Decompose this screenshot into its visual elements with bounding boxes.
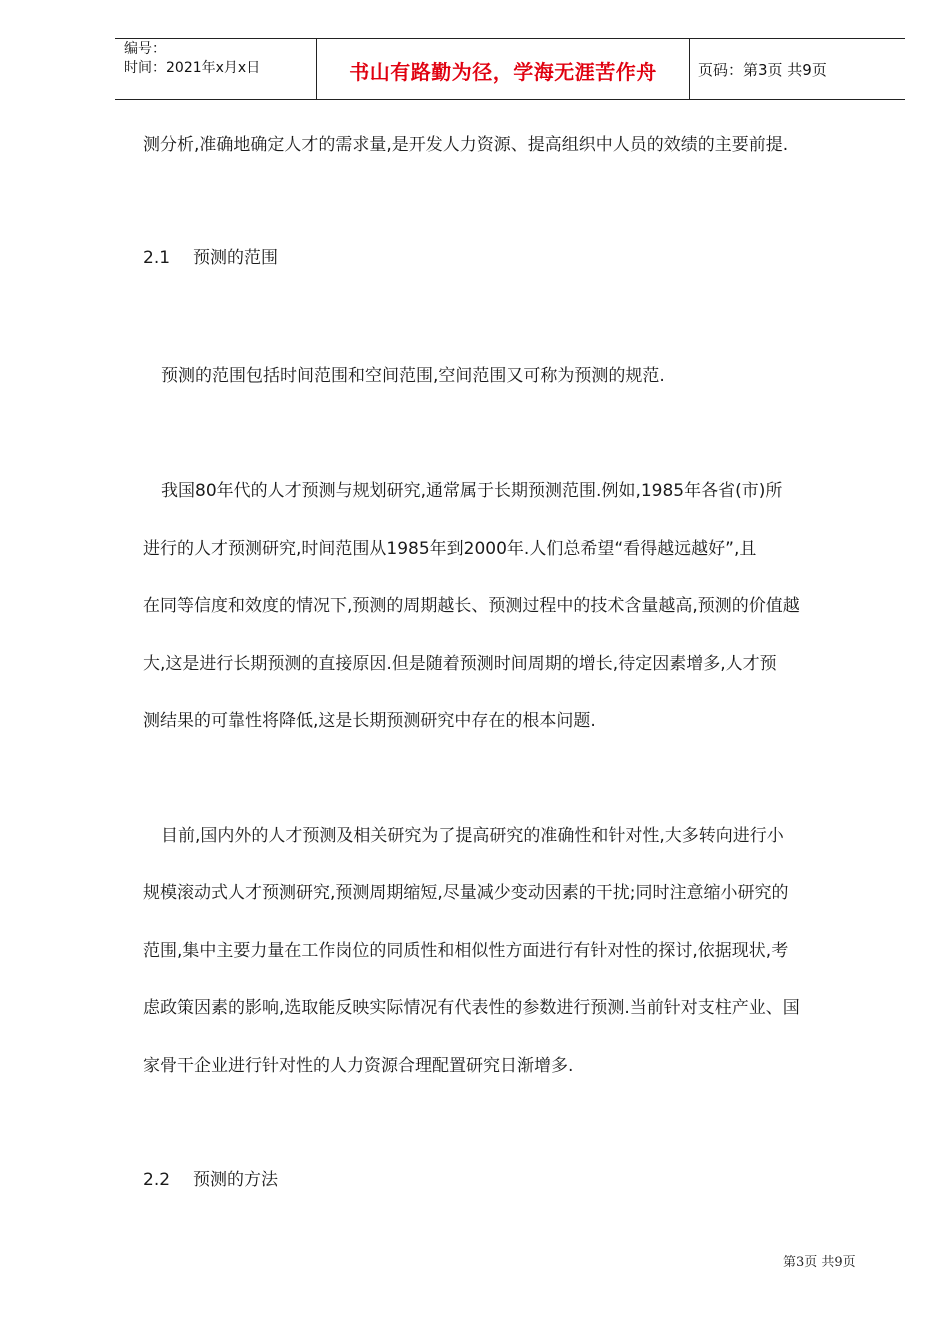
paragraph-3-line-5: 家骨干企业进行针对性的人力资源合理配置研究日渐增多. — [143, 1056, 574, 1076]
section-title: 预测的方法 — [193, 1170, 278, 1190]
section-heading-2-2 — [143, 1168, 278, 1192]
paragraph-2-line-3: 在同等信度和效度的情况下,预测的周期越长、预测过程中的技术含量越高,预测的价值越 — [143, 596, 800, 616]
paragraph-3-line-4: 虑政策因素的影响,选取能反映实际情况有代表性的参数进行预测.当前针对支柱产业、国 — [143, 998, 800, 1018]
serial-label: 编号： — [124, 41, 166, 57]
header-page-info: 页码：第3页 共9页 — [698, 61, 827, 79]
header-meta — [124, 40, 260, 78]
section-number: 2.2 — [143, 1170, 171, 1190]
paragraph-3-line-1: 目前,国内外的人才预测及相关研究为了提高研究的准确性和针对性,大多转向进行小 — [161, 826, 784, 846]
time-label: 时间：2021年x月x日 — [124, 60, 261, 76]
paragraph-1-line-1: 预测的范围包括时间范围和空间范围,空间范围又可称为预测的规范. — [161, 366, 665, 386]
paragraph-0-line-1: 测分析,准确地确定人才的需求量,是开发人力资源、提高组织中人员的效绩的主要前提. — [143, 135, 789, 155]
paragraph-3-line-3: 范围,集中主要力量在工作岗位的同质性和相似性方面进行有针对性的探讨,依据现状,考 — [143, 941, 789, 961]
paragraph-3-line-2: 规模滚动式人才预测研究,预测周期缩短,尽量减少变动因素的干扰;同时注意缩小研究的 — [143, 883, 789, 903]
paragraph-2-line-1: 我国80年代的人才预测与规划研究,通常属于长期预测范围.例如,1985年各省(市)所 — [161, 481, 783, 501]
paragraph-2-line-5: 测结果的可靠性将降低,这是长期预测研究中存在的根本问题. — [143, 711, 596, 731]
header-divider-right — [689, 38, 690, 100]
footer-page-info: 第3页 共9页 — [783, 1255, 856, 1270]
section-heading-2-1 — [143, 246, 278, 270]
paragraph-2-line-4: 大,这是进行长期预测的直接原因.但是随着预测时间周期的增长,待定因素增多,人才预 — [143, 654, 777, 674]
header-bottom-rule — [115, 99, 905, 100]
header-top-rule — [115, 38, 905, 39]
paragraph-2-line-2: 进行的人才预测研究,时间范围从1985年到2000年.人们总希望“看得越远越好”,且 — [143, 539, 757, 559]
section-number: 2.1 — [143, 248, 171, 268]
section-title: 预测的范围 — [193, 248, 278, 268]
header-motto: 书山有路勤为径，学海无涯苦作舟 — [349, 60, 657, 84]
